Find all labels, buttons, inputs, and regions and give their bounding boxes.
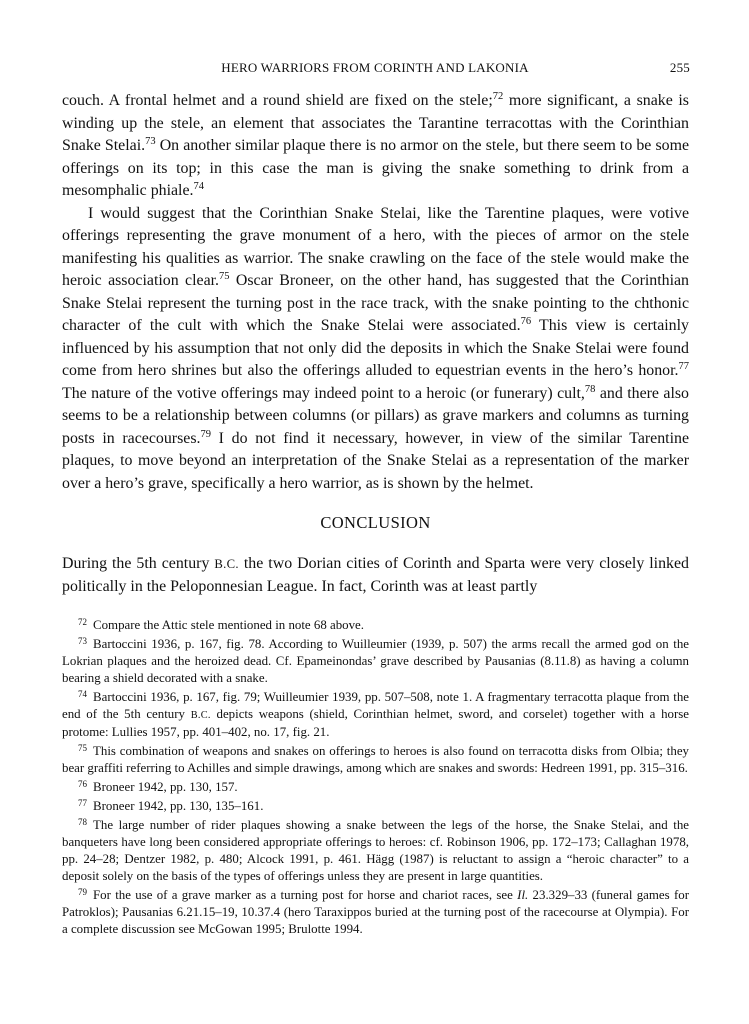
work-title: Il. bbox=[517, 888, 529, 902]
paragraph-2 bbox=[62, 203, 689, 496]
paragraph-1 bbox=[62, 90, 689, 203]
paragraph-text: This view is certainly influenced by his assumption that not only did the deposits in which the Snake Stelai were found come from hero shrines but also the offerings alluded to equestrian events in the hero’s honor. bbox=[62, 317, 689, 379]
footnote-78 bbox=[62, 817, 689, 885]
paragraph-text: I do not find it necessary, however, in view of the similar Tarentine plaques, to move beyond an interpretation of the Snake Stelai as a representation of the marker over a hero’s grave, specifically a hero warrior, as is shown by the helmet. bbox=[62, 429, 690, 492]
footnote-text: 23.329–33 (funeral games for Patroklos); Pausanias 6.21.15–19, 10.37.4 (hero Taraxippos buried at the turning post of the racecourse at Olympia). For a complete discussion see McGowan 1995; Brulotte 1994. bbox=[62, 888, 689, 936]
page-number: 255 bbox=[669, 60, 690, 75]
footnote-number: 74 bbox=[78, 689, 87, 699]
body-text bbox=[62, 90, 689, 495]
footnote-ref-77[interactable]: 77 bbox=[678, 361, 689, 372]
running-head bbox=[60, 60, 690, 80]
footnote-72 bbox=[62, 617, 689, 634]
footnote-77 bbox=[62, 798, 689, 815]
footnote-ref-75[interactable]: 75 bbox=[219, 271, 230, 282]
paragraph-text: The nature of the votive offerings may indeed point to a heroic (or funerary) cult, bbox=[62, 384, 585, 402]
paragraph-3 bbox=[62, 553, 689, 598]
footnote-73 bbox=[62, 636, 689, 687]
footnote-number: 78 bbox=[78, 817, 87, 827]
footnote-number: 72 bbox=[78, 617, 87, 627]
footnote-number: 79 bbox=[78, 887, 87, 897]
footnote-ref-79[interactable]: 79 bbox=[200, 428, 211, 440]
footnote-number: 76 bbox=[78, 779, 87, 789]
footnote-ref-73[interactable]: 73 bbox=[145, 136, 156, 147]
paragraph-text: I would suggest that the Corinthian Snake Stelai, like the Tarentine plaques, were votive offerings representing the grave monument of a hero, with the pieces of armor on the stele manifesting his qualities as warrior. The snake crawling on the face of the stele would make the heroic association clear. bbox=[62, 204, 689, 289]
footnote-ref-78[interactable]: 78 bbox=[584, 383, 596, 395]
footnote-text: depicts weapons (shield, Corinthian helmet, sword, and corselet) together with a horse protome: Lullies 1957, pp. 401–402, no. 17, fig. 21. bbox=[62, 707, 689, 739]
era-abbreviation: B.C. bbox=[190, 710, 211, 721]
footnote-text: Compare the Attic stele mentioned in note 68 above. bbox=[93, 618, 364, 632]
era-abbreviation: B.C. bbox=[214, 557, 239, 571]
footnote-number: 73 bbox=[78, 636, 87, 646]
footnote-74 bbox=[62, 689, 689, 741]
footnote-79 bbox=[62, 887, 689, 938]
paragraph-text: couch. A frontal helmet and a round shield are fixed on the stele; bbox=[62, 92, 493, 109]
paragraph-text: During the 5th century bbox=[62, 555, 215, 572]
footnote-ref-76[interactable]: 76 bbox=[520, 316, 532, 327]
footnote-text: The large number of rider plaques showing a snake between the legs of the horse, the Snake Stelai, and the banqueters have long been considered appropriate offerings to heroes: cf. Robinson 1906, pp. 172–173; Callaghan 1978, pp. 24–28; Dentzer 1982, p. 480; Alcock 1991, p. 461. Hägg (1987) is reluctant to assign a “heroic character” to a deposit solely on the basis of the types of offerings unless they are present in large quantities. bbox=[62, 818, 689, 883]
running-title: HERO WARRIORS FROM CORINTH AND LAKONIA bbox=[221, 60, 529, 75]
section-heading: CONCLUSION bbox=[320, 513, 431, 532]
paragraph-text: more significant, a snake is winding up the stele, an element that associates the Tarantine terracottas with the Corinthian Snake Stelai. bbox=[62, 92, 689, 154]
paragraph-text: Oscar Broneer, on the other hand, has suggested that the Corinthian Snake Stelai represent the turning post in the race track, with the snake pointing to the chthonic character of the cult with which the Snake Stelai were associated. bbox=[62, 272, 690, 334]
footnote-number: 77 bbox=[78, 798, 87, 808]
paragraph-text: On another similar plaque there is no armor on the stele, but there seem to be some offerings on its top; in this case the man is giving the snake something to drink from a mesomphalic phiale. bbox=[62, 137, 690, 199]
footnote-76 bbox=[62, 779, 689, 796]
footnote-text: Bartoccini 1936, p. 167, fig. 79; Wuilleumier 1939, pp. 507–508, note 1. A fragmentary terracotta plaque from the end of the 5th century bbox=[62, 690, 689, 721]
footnote-75 bbox=[62, 743, 689, 777]
footnote-text: For the use of a grave marker as a turning post for horse and chariot races, see bbox=[93, 888, 518, 902]
footnote-ref-74[interactable]: 74 bbox=[193, 181, 205, 192]
conclusion-text bbox=[62, 553, 689, 598]
footnote-ref-72[interactable]: 72 bbox=[492, 91, 504, 102]
paragraph-text: the two Dorian cities of Corinth and Sparta were very closely linked politically in the Peloponnesian League. In fact, Corinth was at least partly bbox=[62, 555, 689, 595]
footnotes bbox=[62, 617, 689, 940]
footnote-text: Bartoccini 1936, p. 167, fig. 78. According to Wuilleumier (1939, p. 507) the arms recall the armed god on the Lokrian plaques and the heroized dead. Cf. Epameinondas’ grave described by Pausanias (8.11.8) as having a column bearing a shield decorated with a snake. bbox=[62, 637, 689, 685]
footnote-number: 75 bbox=[78, 743, 87, 753]
footnote-text: This combination of weapons and snakes on offerings to heroes is also found on terracotta disks from Olbia; they bear graffiti referring to Achilles and simple drawings, among which are snakes and swords: Hedreen 1991, pp. 315–316. bbox=[62, 744, 689, 775]
paragraph-text: and there also seems to be a relationship between columns (or pillars) as grave markers and columns as turning posts in racecourses. bbox=[62, 384, 689, 447]
footnote-text: Broneer 1942, pp. 130, 157. bbox=[93, 780, 238, 794]
footnote-text: Broneer 1942, pp. 130, 135–161. bbox=[93, 799, 264, 813]
